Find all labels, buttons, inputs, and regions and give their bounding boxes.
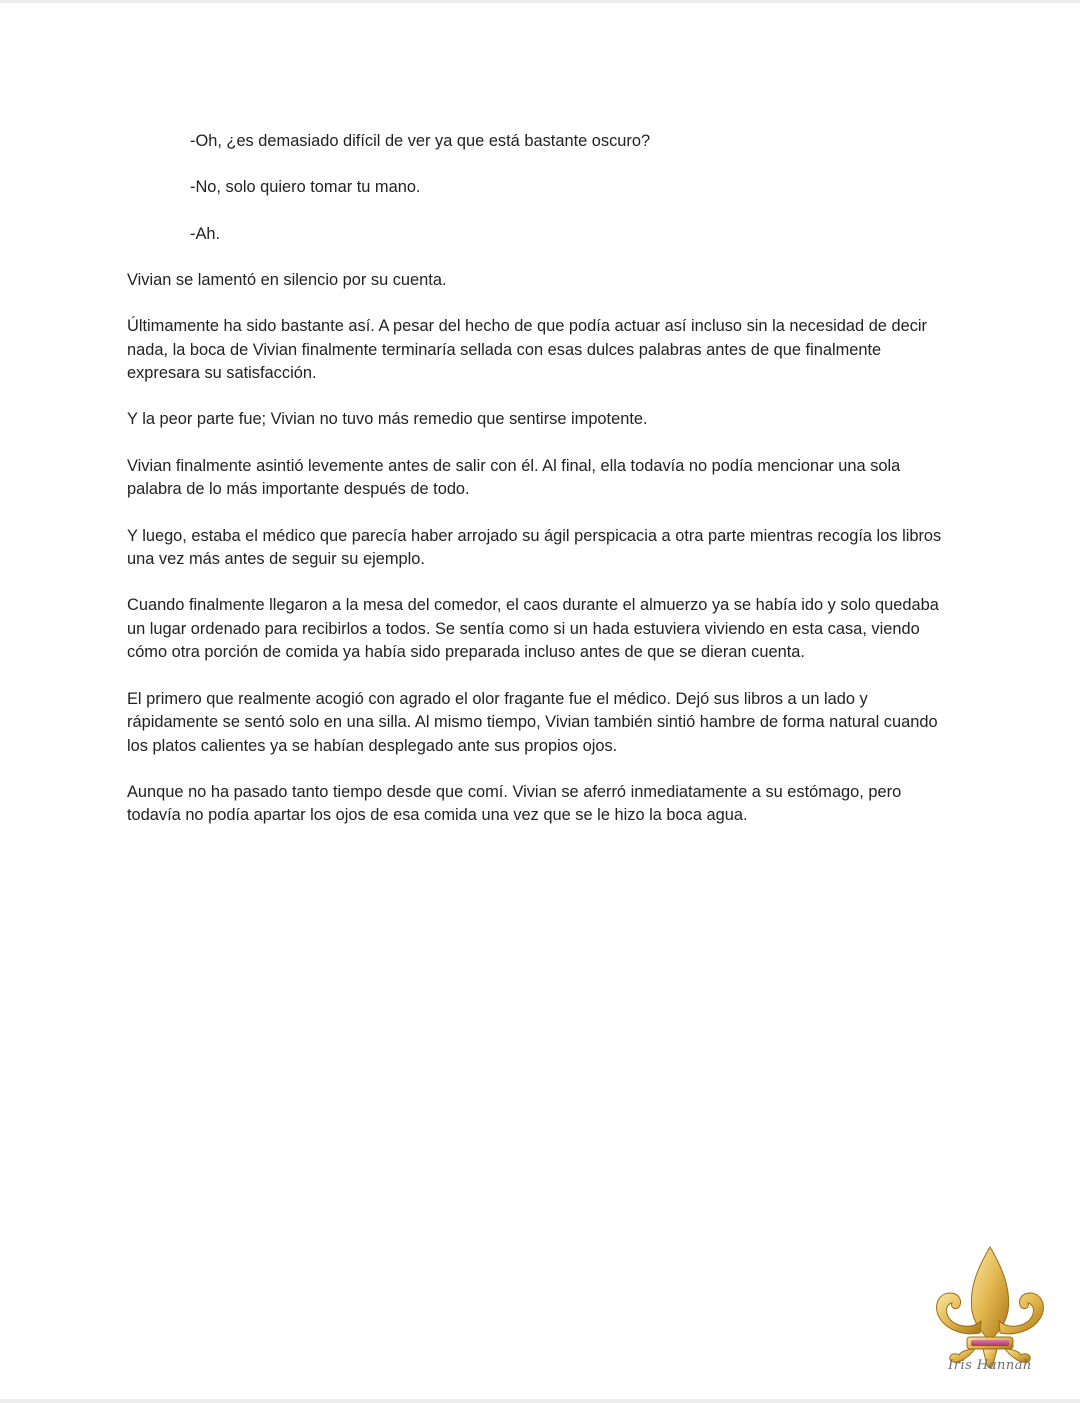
signature: Iris Hannah <box>948 1358 1032 1373</box>
paragraph: Y la peor parte fue; Vivian no tuvo más remedio que sentirse impotente. <box>127 410 648 429</box>
paragraph-dialog-2: -No, solo quiero tomar tu mano. <box>190 178 421 197</box>
paragraph: Últimamente ha sido bastante así. A pesar del hecho de que podía actuar así incluso sin la necesidad de decir nada, la boca de Vivian finalmente terminaría sellada con esas dulces palabras antes de que finalmente expresara su satisfacción. <box>127 317 928 383</box>
paragraph-dialog-3: -Ah. <box>190 224 221 243</box>
paragraph-dialog-1: -Oh, ¿es demasiado difícil de ver ya que está bastante oscuro? <box>190 132 651 150</box>
paragraph: Vivian finalmente asintió levemente antes de salir con él. Al final, ella todavía no podía mencionar una sola palabra de lo más importante después de todo. <box>127 456 901 499</box>
paragraph: El primero que realmente acogió con agrado el olor fragante fue el médico. Dejó sus libros a un lado y rápidamente se sentó solo en una silla. Al mismo tiempo, Vivian también sintió hambre de forma natural cuando los platos calientes ya se habían desplegado ante sus propios ojos. <box>127 689 938 755</box>
paragraph: Aunque no ha pasado tanto tiempo desde que comí. Vivian se aferró inmediatamente a su estómago, pero todavía no podía apartar los ojos de esa comida una vez que se le hizo la boca agua. <box>127 782 902 825</box>
document-body <box>127 130 957 851</box>
paragraph: Y luego, estaba el médico que parecía haber arrojado su ágil perspicacia a otra parte mientras recogía los libros una vez más antes de seguir su ejemplo. <box>127 526 942 569</box>
paragraph: Vivian se lamentó en silencio por su cuenta. <box>127 270 447 289</box>
paragraph: Cuando finalmente llegaron a la mesa del comedor, el caos durante el almuerzo ya se había ido y solo quedaba un lugar ordenado para recibirlos a todos. Se sentía como si un hada estuviera viviendo en esta casa, viendo cómo otra porción de comida ya había sido preparada incluso antes de que se dieran cuenta. <box>127 596 939 662</box>
document-page <box>0 3 1080 1399</box>
